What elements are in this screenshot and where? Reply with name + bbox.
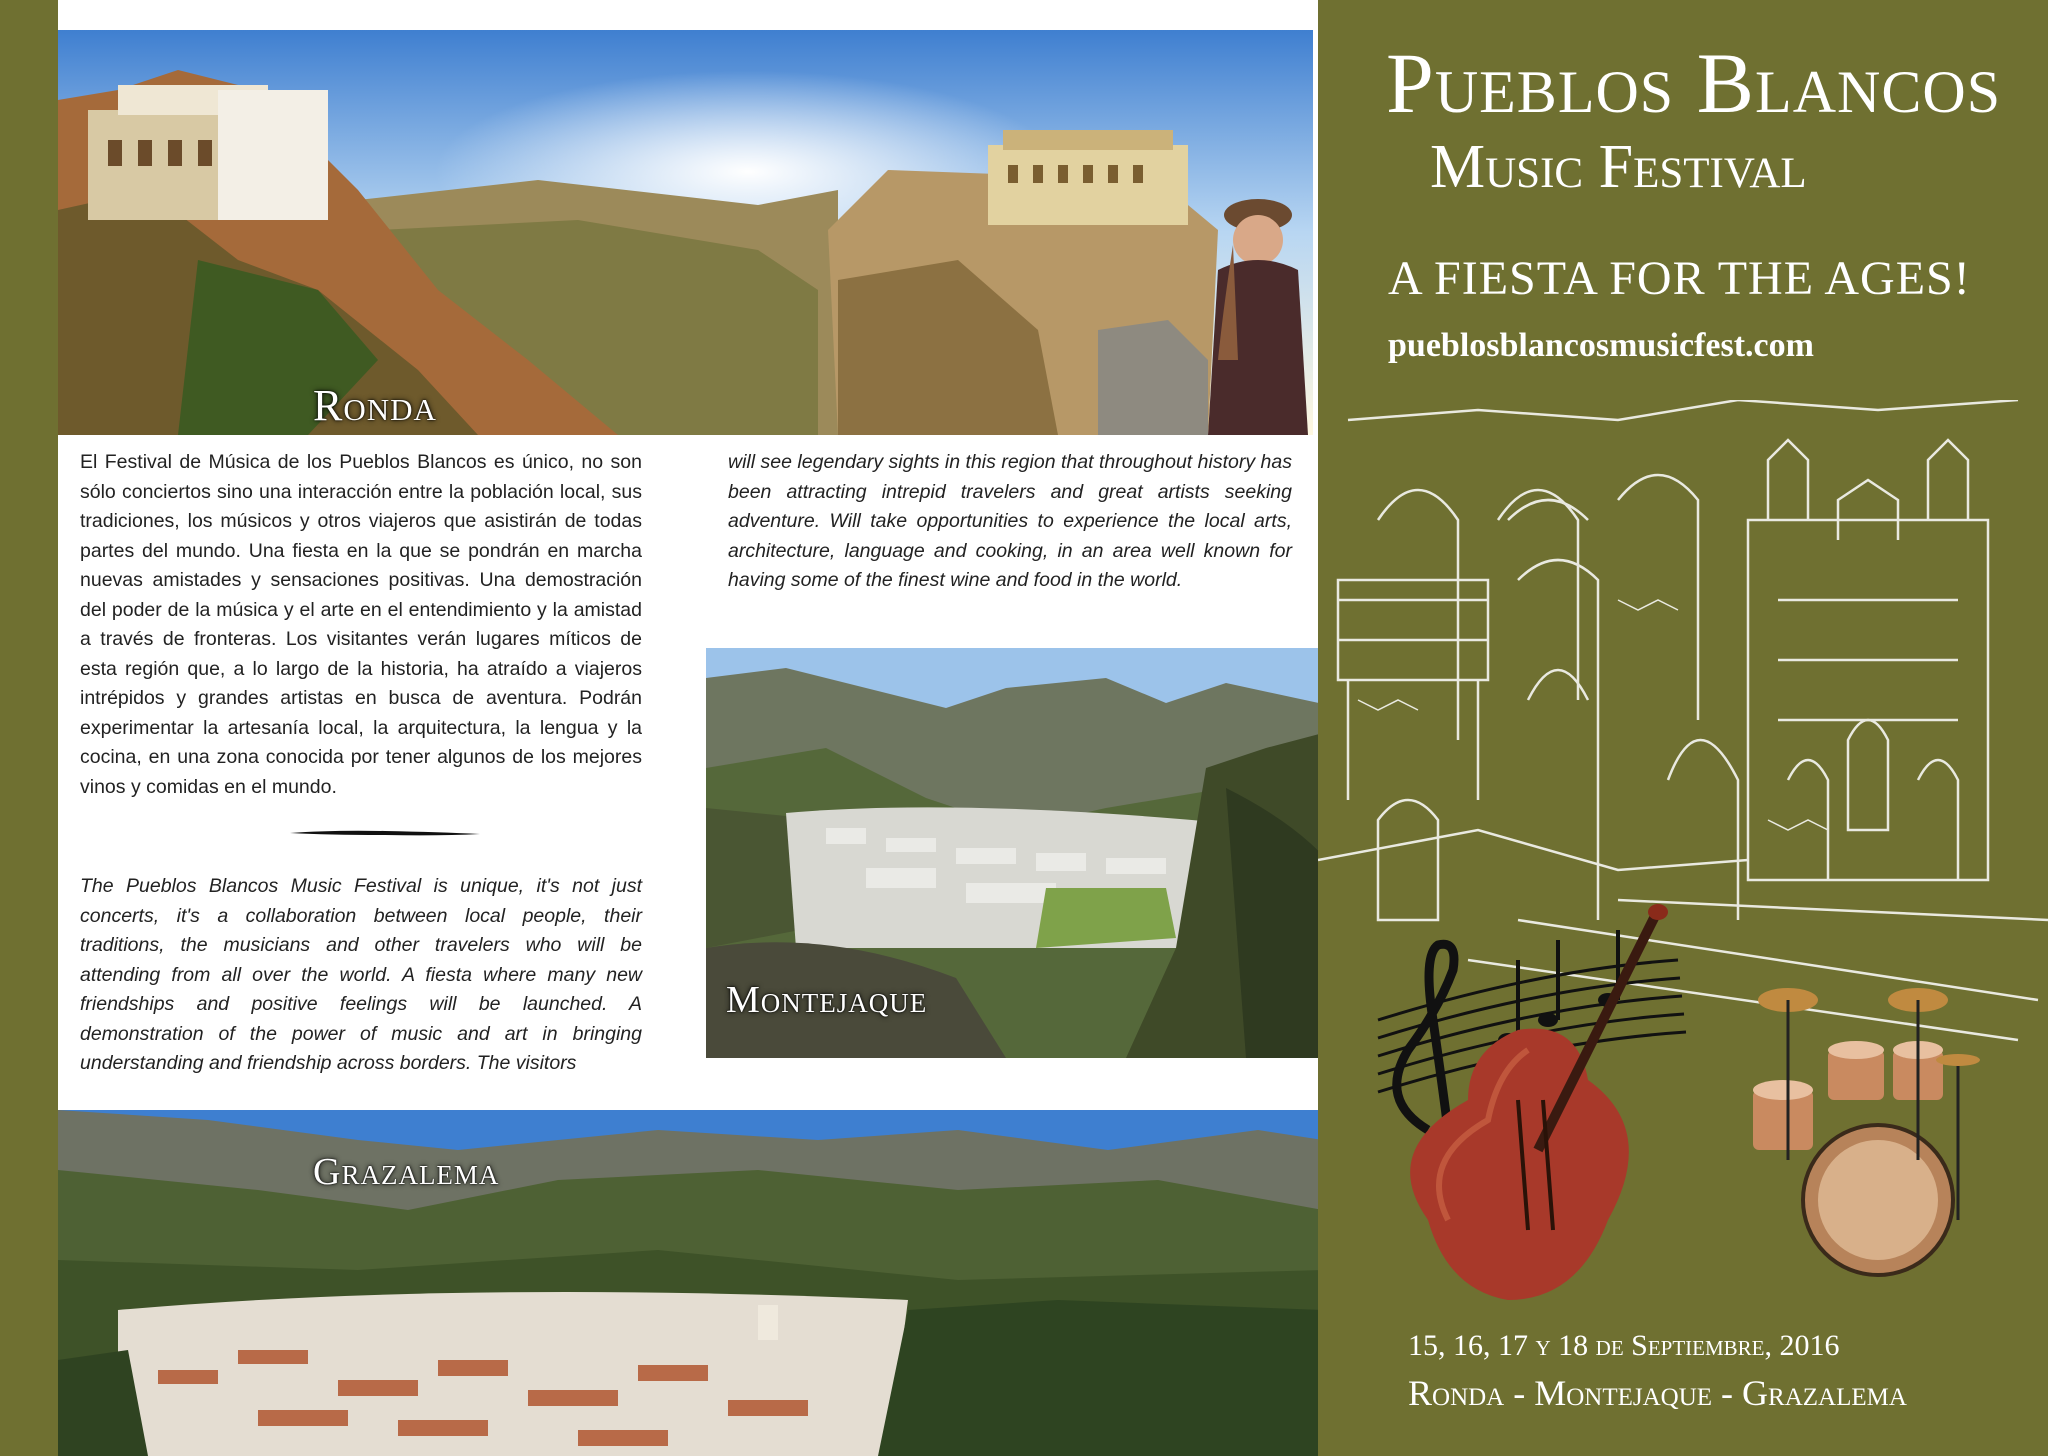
english-description-continued: will see legendary sights in this region that throughout history has been attracting intrepid travelers and great artists seeking adventure. Will take opportunities to experience the local arts, architecture, language and cooking, in an area well known for having some of the finest wine and food in the world. — [728, 451, 1292, 591]
festival-tagline: A FIESTA FOR THE AGES! — [1388, 252, 1971, 305]
instruments-illustration — [1358, 900, 1998, 1320]
montejaque-label: Montejaque — [726, 979, 928, 1021]
english-description: The Pueblos Blancos Music Festival is unique, it's not just concerts, it's a collaboration between local people, their traditions, the musicians and other travelers who will be attending from all over the world. A fiesta where many new friendships and positive feelings will be launched. A demonstration of the power of music and art in bringing understanding and friendship across borders. The visitors — [80, 875, 642, 1074]
brush-divider — [290, 829, 480, 837]
ronda-photo — [58, 30, 1313, 435]
drum-kit-icon — [1753, 988, 1980, 1275]
festival-title: Pueblos Blancos — [1386, 35, 2002, 131]
montejaque-photo — [706, 648, 1342, 1058]
spanish-description: El Festival de Música de los Pueblos Blancos es único, no son sólo conciertos sino una interacción entre la población local, sus tradiciones, los músicos y otros viajeros que asistirán de todas partes del mundo. Una fiesta en la que se pondrán en marcha nuevas amistades y sensaciones positivas. Una demostración del poder de la música y el arte en el entendimiento y la amistad a través de fronteras. Los visitantes verán lugares míticos de esta región que, a lo largo de la historia, ha atraído a viajeros intrépidos y grandes artistas en busca de aventura. Podrán experimentar la artesanía local, la arquitectura, la lengua y la cocina, en una zona conocida por tener algunos de los mejores vinos y comidas en el mundo. — [80, 451, 642, 798]
grazalema-label: Grazalema — [313, 1151, 500, 1193]
festival-subtitle: Music Festival — [1430, 133, 1807, 201]
festival-towns: Ronda - Montejaque - Grazalema — [1408, 1373, 1907, 1413]
festival-dates: 15, 16, 17 y 18 de Septiembre, 2016 — [1408, 1329, 1840, 1362]
cover-panel — [1318, 0, 2048, 1456]
grazalema-photo — [58, 1110, 1323, 1456]
website-link[interactable]: pueblosblancosmusicfest.com — [1388, 327, 1814, 364]
ronda-label: Ronda — [313, 381, 437, 430]
